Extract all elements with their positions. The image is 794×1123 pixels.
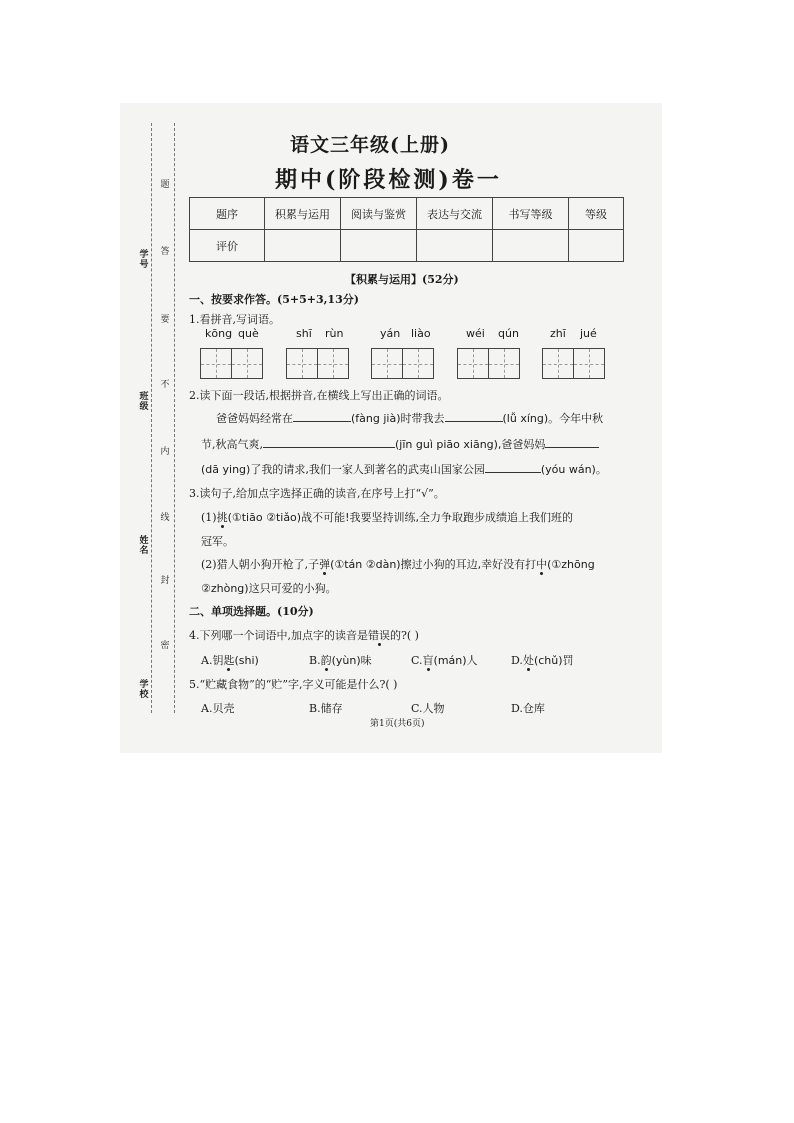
pinyin: zhī <box>550 327 566 340</box>
q2-text: (dā ying)了我的请求,我们一家人到著名的武夷山国家公园 <box>201 463 485 476</box>
score-table <box>189 197 624 262</box>
margin-note: 封 <box>160 576 170 586</box>
q4-text: 4.下列哪一个词语中,加点字的读音是 <box>189 629 368 642</box>
writing-grid[interactable] <box>201 348 263 379</box>
answer-blank[interactable] <box>445 410 503 422</box>
option-text: B. <box>309 654 321 667</box>
q2-line-3 <box>201 461 607 477</box>
q5-prompt[interactable]: 5.“贮藏食物”的“贮”字,字义可能是什么?( ) <box>189 678 398 691</box>
writing-grid[interactable] <box>372 348 434 379</box>
label-class: 班级 <box>139 392 149 412</box>
q4-option-b[interactable] <box>309 652 372 668</box>
option-text: D. <box>511 654 523 667</box>
pinyin: rùn <box>325 327 344 340</box>
binding-line-inner <box>174 123 175 713</box>
pinyin: jué <box>580 327 597 340</box>
q2-line-2 <box>201 436 599 452</box>
answer-blank[interactable] <box>485 461 541 473</box>
pinyin: shī <box>296 327 312 340</box>
exam-subtitle: 期中(阶段检测)卷一 <box>275 167 502 193</box>
option-text: (shi) <box>234 654 259 667</box>
q2-prompt: 2.读下面一段话,根据拼音,在横线上写出正确的词语。 <box>189 389 449 402</box>
dotted-char: 盲 <box>422 654 434 667</box>
margin-note: 题 <box>160 180 170 190</box>
q4-option-d[interactable] <box>511 652 574 668</box>
part1-heading: 一、按要求作答。(5+5+3,13分) <box>189 293 359 306</box>
margin-note: 线 <box>160 513 170 523</box>
dotted-char: 挑 <box>216 511 228 524</box>
score-header: 表达与交流 <box>417 198 493 230</box>
q5-option-a[interactable]: A.贝壳 <box>201 702 235 715</box>
q2-text: (lǚ xíng)。今年中秋 <box>502 412 604 425</box>
dotted-char: 处 <box>522 654 534 667</box>
q3-text[interactable]: (①zhōng <box>547 558 595 571</box>
binding-line-outer <box>151 123 152 713</box>
q3-sentence-2-cont[interactable]: ②zhòng)这只可爱的小狗。 <box>201 582 337 595</box>
score-header: 题序 <box>190 198 265 230</box>
q3-text[interactable]: (①tán ②dàn)擦过小狗的耳边,幸好没有打 <box>330 558 537 571</box>
pinyin: qún <box>498 327 519 340</box>
page-footer: 第1页(共6页) <box>370 719 425 729</box>
margin-note: 内 <box>160 447 170 457</box>
label-school: 学校 <box>139 680 149 700</box>
option-text: A.钥 <box>201 654 224 667</box>
q2-text: (fàng jià)时带我去 <box>351 412 445 425</box>
q4-text[interactable]: 的?( ) <box>390 629 419 642</box>
q4-option-c[interactable] <box>411 652 478 668</box>
q3-text: (1) <box>201 511 217 524</box>
score-header: 阅读与鉴赏 <box>341 198 417 230</box>
score-header: 书写等级 <box>493 198 569 230</box>
pinyin: wéi <box>466 327 485 340</box>
q2-text: (jīn guì piāo xiāng),爸爸妈妈 <box>395 438 546 451</box>
score-cell[interactable] <box>341 230 417 262</box>
score-header: 等级 <box>569 198 624 230</box>
score-row-label: 评价 <box>190 230 265 262</box>
dotted-word: 错误 <box>368 629 390 642</box>
score-cell[interactable] <box>569 230 624 262</box>
option-text: (mán)人 <box>433 654 478 667</box>
q2-line-1 <box>216 410 603 426</box>
dotted-char: 中 <box>536 558 548 571</box>
margin-note: 要 <box>160 315 170 325</box>
score-header: 积累与运用 <box>265 198 341 230</box>
q2-text: 节,秋高气爽, <box>201 438 263 451</box>
answer-blank[interactable] <box>263 436 395 448</box>
option-text: C. <box>411 654 423 667</box>
q3-prompt: 3.读句子,给加点字选择正确的读音,在序号上打“√”。 <box>189 487 445 500</box>
part2-heading: 二、单项选择题。(10分) <box>189 605 314 618</box>
dotted-char: 匙 <box>223 654 235 667</box>
q5-option-d[interactable]: D.仓库 <box>511 702 545 715</box>
q2-text: (yóu wán)。 <box>540 463 607 476</box>
label-student-number: 学号 <box>139 250 149 270</box>
q5-option-c[interactable]: C.人物 <box>411 702 445 715</box>
score-cell[interactable] <box>493 230 569 262</box>
margin-note: 答 <box>160 247 170 257</box>
dotted-char: 韵 <box>320 654 332 667</box>
answer-blank[interactable] <box>545 436 599 448</box>
score-table-header-row <box>190 198 624 230</box>
q2-text: 爸爸妈妈经常在 <box>216 412 293 425</box>
pinyin: yán <box>380 327 401 340</box>
q3-sentence-1 <box>201 509 573 525</box>
q3-sentence-1-cont: 冠军。 <box>201 535 234 548</box>
q4-option-a[interactable] <box>201 652 259 668</box>
q3-text[interactable]: (①tiāo ②tiǎo)战不可能!我要坚持训练,全力争取跑步成绩追上我们班的 <box>227 511 573 524</box>
writing-grid[interactable] <box>458 348 520 379</box>
margin-note: 密 <box>160 641 170 651</box>
q4-prompt <box>189 627 419 643</box>
pinyin: què <box>238 327 259 340</box>
pinyin: kōng <box>205 327 233 340</box>
score-cell[interactable] <box>417 230 493 262</box>
score-cell[interactable] <box>265 230 341 262</box>
q3-text: (2)猎人朝小狗开枪了,子 <box>201 558 320 571</box>
q5-option-b[interactable]: B.储存 <box>309 702 343 715</box>
label-name: 姓名 <box>139 536 149 556</box>
dotted-char: 弹 <box>319 558 331 571</box>
q3-sentence-2 <box>201 556 595 572</box>
writing-grid[interactable] <box>543 348 605 379</box>
exam-title: 语文三年级(上册) <box>290 134 450 156</box>
option-text: (chǔ)罚 <box>533 654 574 667</box>
score-table-eval-row <box>190 230 624 262</box>
q1-prompt: 1.看拼音,写词语。 <box>189 313 280 326</box>
margin-note: 不 <box>160 380 170 390</box>
answer-blank[interactable] <box>293 410 351 422</box>
pinyin: liào <box>411 327 431 340</box>
section-header: 【积累与运用】(52分) <box>345 273 459 286</box>
option-text: (yùn)味 <box>331 654 372 667</box>
writing-grid[interactable] <box>287 348 349 379</box>
